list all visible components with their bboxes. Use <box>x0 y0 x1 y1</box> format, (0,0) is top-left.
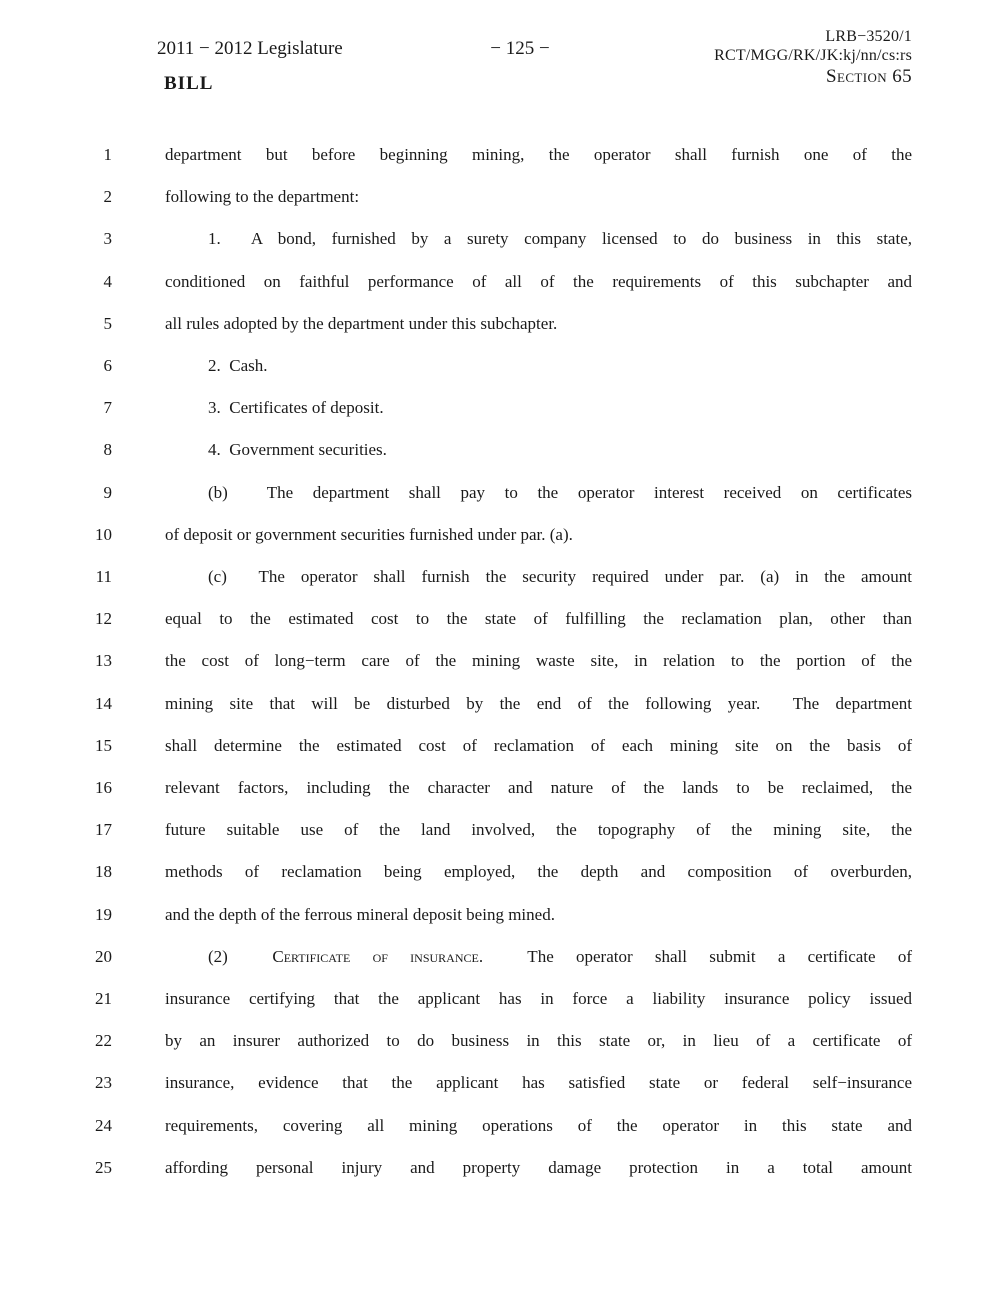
line-text <box>165 820 912 860</box>
line-number: 1 <box>103 145 112 164</box>
section-label: Section 65 <box>826 66 912 87</box>
text-segment: all rules adopted by the department under this subchapter. <box>165 313 558 333</box>
text-segment: shall determine the estimated cost of reclamation of each mining site on the basis of <box>165 735 912 755</box>
line-number: 22 <box>95 1031 112 1051</box>
text-segment: 4. Government securities. <box>208 440 387 460</box>
text-segment: the cost of long−term care of the mining waste site, in relation to the portion of the <box>165 651 912 671</box>
bill-line-17 <box>0 820 1000 844</box>
line-text <box>165 229 912 269</box>
line-number: 4 <box>103 271 112 291</box>
line-text <box>165 947 912 987</box>
line-number: 11 <box>95 567 112 586</box>
drafter-initials: RCT/MGG/RK/JK:kj/nn/cs:rs <box>714 47 912 64</box>
line-text <box>165 187 912 207</box>
text-segment: requirements, covering all mining operations of the operator in this state and <box>165 1115 912 1135</box>
text-segment: conditioned on faithful performance of all of the requirements of this subchapter and <box>165 271 912 291</box>
bill-line-22 <box>0 1031 1000 1055</box>
bill-line-24 <box>0 1116 1000 1140</box>
bill-line-20 <box>0 947 1000 971</box>
line-text <box>165 525 912 545</box>
line-number: 8 <box>103 440 112 460</box>
bill-line-6 <box>0 356 1000 380</box>
line-text <box>165 567 912 607</box>
line-text <box>165 398 912 418</box>
line-number: 20 <box>95 946 112 966</box>
line-text <box>165 694 912 734</box>
line-text <box>165 736 912 776</box>
bill-line-13 <box>0 651 1000 675</box>
text-segment: equal to the estimated cost to the state of fulfilling the reclamation plan, other than <box>165 609 912 629</box>
legislature-session-header: 2011 − 2012 Legislature <box>157 38 343 59</box>
line-number: 18 <box>95 862 112 882</box>
text-segment: The operator shall submit a certificate of <box>483 946 912 966</box>
bill-line-25 <box>0 1158 1000 1182</box>
text-segment: of deposit or government securities furnished under par. (a). <box>165 524 573 544</box>
bill-line-1 <box>0 145 1000 169</box>
bill-line-12 <box>0 609 1000 633</box>
text-segment: (b) The department shall pay to the operator interest received on certificates <box>208 482 912 502</box>
line-text <box>165 905 912 925</box>
text-segment: insurance, evidence that the applicant has satisfied state or federal self−insurance <box>165 1073 912 1093</box>
bill-line-4 <box>0 272 1000 296</box>
text-segment: (c) The operator shall furnish the security required under par. (a) in the amount <box>208 567 912 586</box>
page-number: − 125 − <box>490 38 550 59</box>
line-number: 5 <box>103 313 112 333</box>
line-number: 12 <box>95 609 112 629</box>
text-segment: department but before beginning mining, the operator shall furnish one of the <box>165 145 912 164</box>
line-text <box>165 989 912 1029</box>
text-segment: by an insurer authorized to do business in this state or, in lieu of a certificate of <box>165 1031 912 1051</box>
text-segment: (2) <box>208 946 273 966</box>
bill-line-8 <box>0 440 1000 464</box>
text-segment: and the depth of the ferrous mineral deposit being mined. <box>165 904 555 924</box>
line-text <box>165 440 912 460</box>
bill-line-23 <box>0 1073 1000 1097</box>
line-number: 23 <box>95 1073 112 1093</box>
line-text <box>165 609 912 649</box>
line-number: 9 <box>103 482 112 502</box>
bill-line-11 <box>0 567 1000 591</box>
line-number: 25 <box>95 1157 112 1177</box>
line-text <box>165 272 912 312</box>
text-segment: 2. Cash. <box>208 356 268 375</box>
bill-line-16 <box>0 778 1000 802</box>
line-number: 19 <box>95 904 112 924</box>
bill-line-10 <box>0 525 1000 549</box>
line-text <box>165 1158 912 1198</box>
line-text <box>165 1116 912 1156</box>
bill-line-5 <box>0 314 1000 338</box>
bill-line-9 <box>0 483 1000 507</box>
line-text <box>165 145 912 185</box>
bill-line-7 <box>0 398 1000 422</box>
line-number: 3 <box>103 229 112 249</box>
bill-line-18 <box>0 862 1000 886</box>
line-number: 15 <box>95 735 112 755</box>
line-text <box>165 778 912 818</box>
line-number: 24 <box>95 1115 112 1135</box>
text-segment: affording personal injury and property damage protection in a total amount <box>165 1157 912 1177</box>
line-number: 13 <box>95 651 112 671</box>
text-segment: mining site that will be disturbed by the end of the following year. The department <box>165 693 912 713</box>
lrb-draft-number: LRB−3520/1 <box>825 28 912 45</box>
text-segment: following to the department: <box>165 187 360 207</box>
line-number: 2 <box>103 187 112 207</box>
line-number: 17 <box>95 820 112 840</box>
bill-line-2 <box>0 187 1000 211</box>
line-text <box>165 483 912 523</box>
text-segment: 3. Certificates of deposit. <box>208 398 384 418</box>
bill-line-15 <box>0 736 1000 760</box>
line-text <box>165 651 912 691</box>
text-segment: insurance certifying that the applicant has in force a liability insurance policy issued <box>165 989 912 1008</box>
line-text <box>165 356 912 376</box>
line-number: 7 <box>103 398 112 418</box>
line-number: 6 <box>103 356 112 375</box>
line-number: 16 <box>95 778 112 797</box>
line-number: 14 <box>95 693 112 713</box>
line-text <box>165 314 912 334</box>
bill-line-14 <box>0 694 1000 718</box>
line-text <box>165 1031 912 1071</box>
small-caps-phrase: Certificate of insurance. <box>272 946 484 966</box>
bill-line-21 <box>0 989 1000 1013</box>
header-right-block <box>714 27 912 88</box>
line-number: 21 <box>95 989 112 1008</box>
text-segment: future suitable use of the land involved, the topography of the mining site, the <box>165 820 912 840</box>
line-text <box>165 862 912 902</box>
bill-line-19 <box>0 905 1000 929</box>
line-text <box>165 1073 912 1113</box>
text-segment: relevant factors, including the character and nature of the lands to be reclaimed, the <box>165 778 912 797</box>
bill-line-3 <box>0 229 1000 253</box>
text-segment: 1. A bond, furnished by a surety company licensed to do business in this state, <box>208 229 912 249</box>
line-number: 10 <box>95 524 112 544</box>
bill-label: BILL <box>164 73 214 94</box>
text-segment: methods of reclamation being employed, the depth and composition of overburden, <box>165 862 912 882</box>
